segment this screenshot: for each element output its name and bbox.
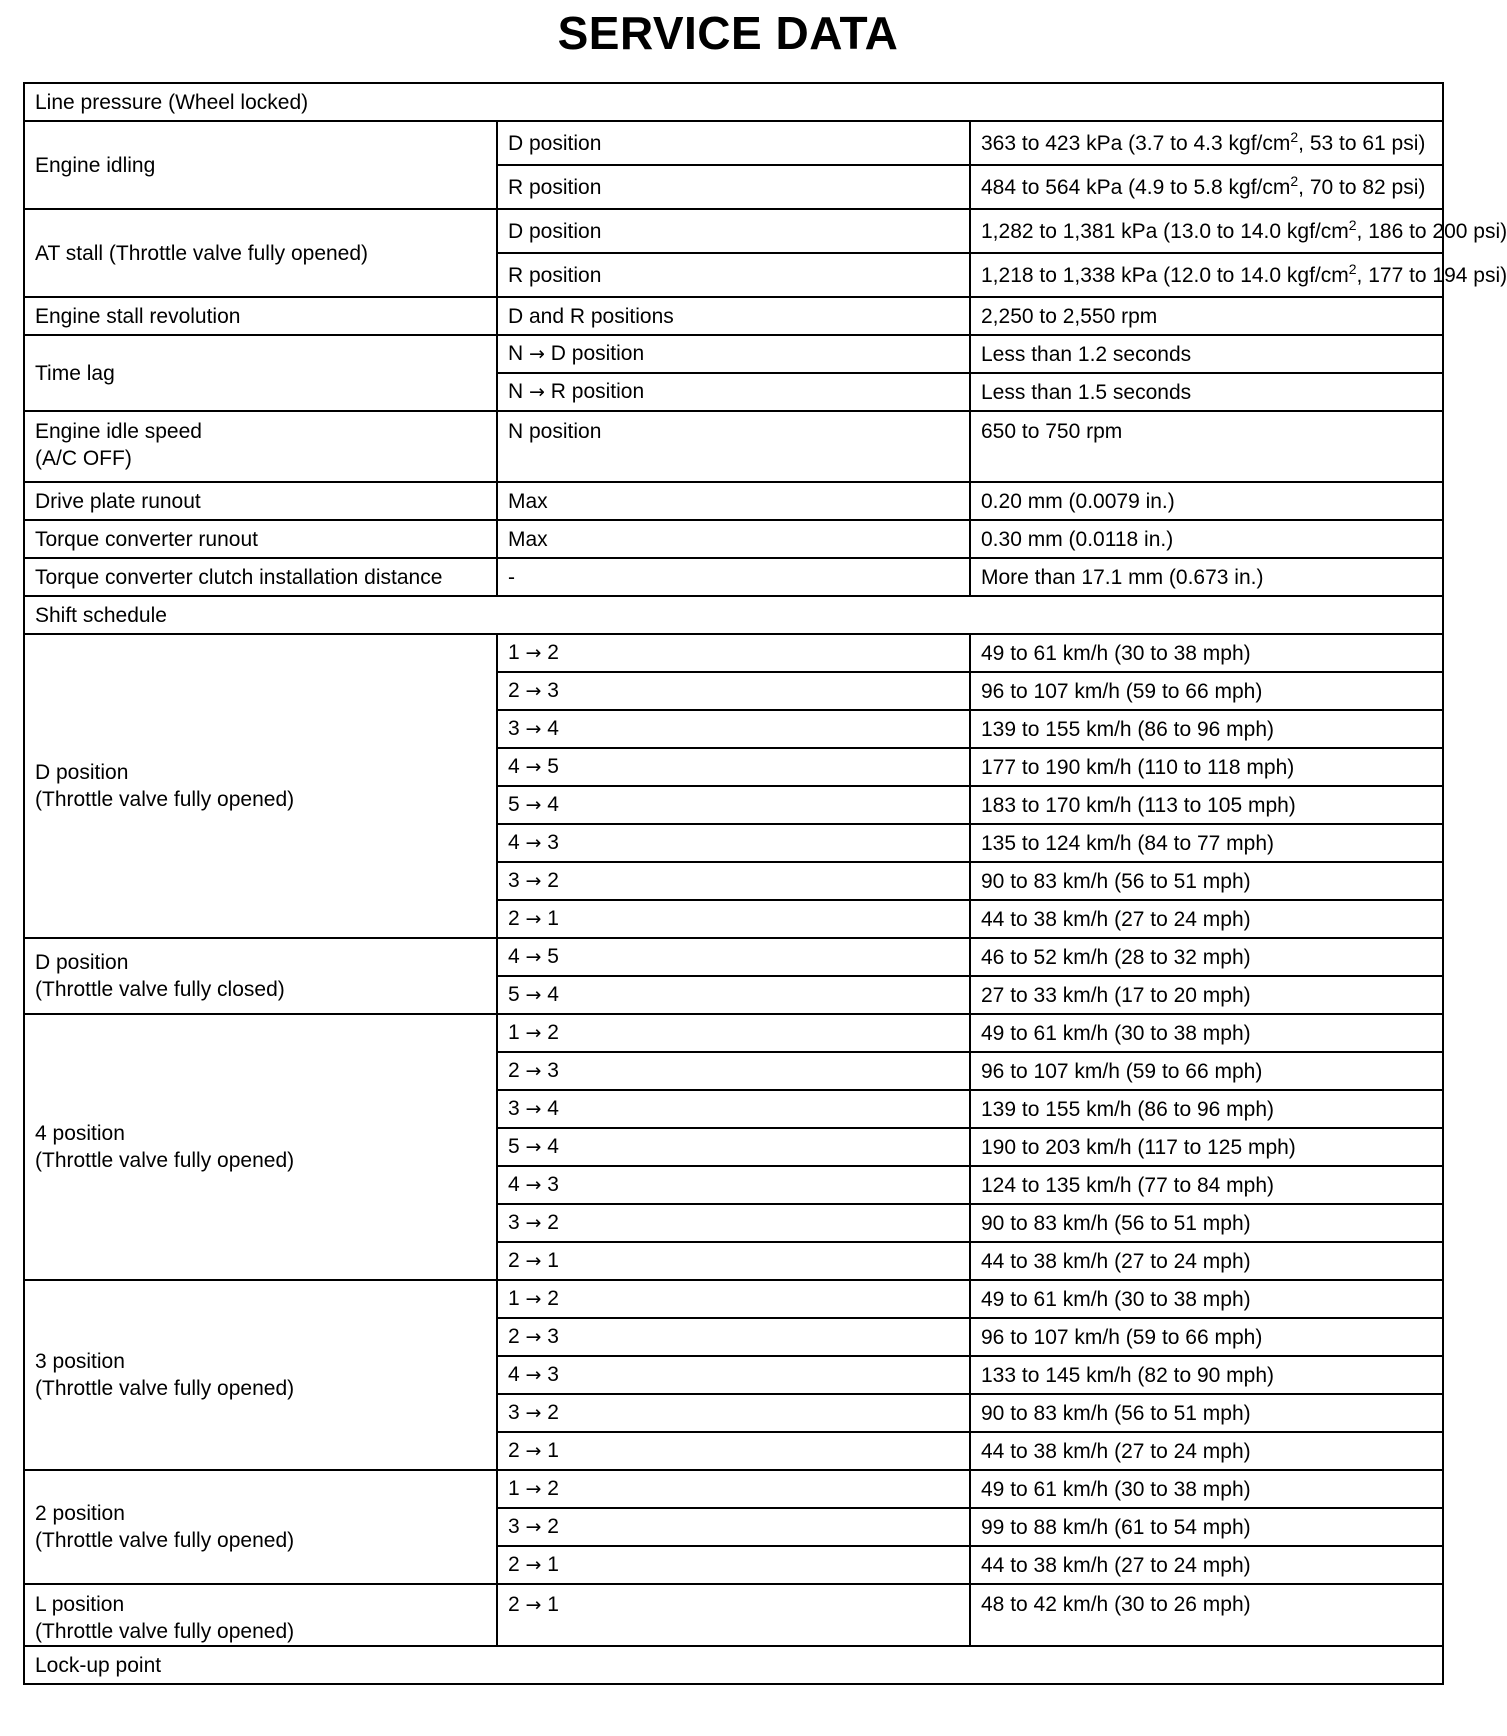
shift-speed-value: 49 to 61 km/h (30 to 38 mph)	[970, 1280, 1443, 1318]
value-cell: Less than 1.5 seconds	[970, 373, 1443, 411]
gear-shift-cell: 1 → 2	[497, 634, 970, 672]
table-row	[24, 1470, 1443, 1508]
gear-shift-cell: 4 → 3	[497, 824, 970, 862]
gear-shift-cell: 3 → 2	[497, 1508, 970, 1546]
arrow-right-icon: →	[525, 908, 542, 930]
table-row	[24, 411, 1443, 482]
gear-shift-cell: 1 → 2	[497, 1280, 970, 1318]
shift-speed-value: 135 to 124 km/h (84 to 77 mph)	[970, 824, 1443, 862]
value-cell: 2,250 to 2,550 rpm	[970, 297, 1443, 335]
arrow-right-icon: →	[525, 718, 542, 740]
arrow-right-icon: →	[525, 756, 542, 778]
arrow-right-icon: →	[525, 1326, 542, 1348]
value-cell: 650 to 750 rpm	[970, 411, 1443, 482]
arrow-right-icon: →	[529, 381, 545, 403]
row-label-engine-stall: Engine stall revolution	[24, 297, 497, 335]
section-header-lockup: Lock-up point	[24, 1646, 1443, 1684]
value-cell: 1,282 to 1,381 kPa (13.0 to 14.0 kgf/$cm^2$, 186 to 200 psi)	[970, 209, 1443, 253]
arrow-right-icon: →	[525, 870, 542, 892]
arrow-right-icon: →	[525, 1060, 542, 1082]
shift-speed-value: 46 to 52 km/h (28 to 32 mph)	[970, 938, 1443, 976]
row-label-idle-speed: Engine idle speed (A/C OFF)	[24, 411, 497, 482]
table-row	[24, 297, 1443, 335]
gear-shift-cell: 2 → 1	[497, 1546, 970, 1584]
condition-cell: D and R positions	[497, 297, 970, 335]
table-row	[24, 1584, 1443, 1646]
gear-shift-cell: 1 → 2	[497, 1014, 970, 1052]
shift-group-label: L position (Throttle valve fully opened)	[24, 1584, 497, 1646]
gear-shift-cell: 2 → 1	[497, 1432, 970, 1470]
value-cell: 484 to 564 kPa (4.9 to 5.8 kgf/$cm^2$, 70 to 82 psi)	[970, 165, 1443, 209]
gear-shift-cell: 3 → 2	[497, 1394, 970, 1432]
gear-shift-cell: 5 → 4	[497, 786, 970, 824]
condition-cell: -	[497, 558, 970, 596]
shift-speed-value: 49 to 61 km/h (30 to 38 mph)	[970, 634, 1443, 672]
shift-speed-value: 96 to 107 km/h (59 to 66 mph)	[970, 1318, 1443, 1356]
gear-shift-cell: 3 → 4	[497, 1090, 970, 1128]
gear-shift-cell: 2 → 1	[497, 900, 970, 938]
shift-speed-value: 139 to 155 km/h (86 to 96 mph)	[970, 710, 1443, 748]
arrow-right-icon: →	[525, 1440, 542, 1462]
arrow-right-icon: →	[525, 1174, 542, 1196]
shift-speed-value: 90 to 83 km/h (56 to 51 mph)	[970, 1204, 1443, 1242]
gear-shift-cell: 4 → 3	[497, 1166, 970, 1204]
value-cell: 0.20 mm (0.0079 in.)	[970, 482, 1443, 520]
arrow-right-icon: →	[525, 946, 542, 968]
row-label-time-lag: Time lag	[24, 335, 497, 411]
shift-speed-value: 133 to 145 km/h (82 to 90 mph)	[970, 1356, 1443, 1394]
row-label-tc-clutch: Torque converter clutch installation distance	[24, 558, 497, 596]
value-cell: More than 17.1 mm (0.673 in.)	[970, 558, 1443, 596]
arrow-right-icon: →	[525, 1594, 542, 1616]
gear-shift-cell: 5 → 4	[497, 976, 970, 1014]
shift-speed-value: 44 to 38 km/h (27 to 24 mph)	[970, 1546, 1443, 1584]
row-label-drive-plate: Drive plate runout	[24, 482, 497, 520]
table-row	[24, 482, 1443, 520]
table-row	[24, 558, 1443, 596]
shift-speed-value: 49 to 61 km/h (30 to 38 mph)	[970, 1470, 1443, 1508]
shift-group-label: D position (Throttle valve fully closed)	[24, 938, 497, 1014]
arrow-right-icon: →	[525, 1136, 542, 1158]
shift-speed-value: 183 to 170 km/h (113 to 105 mph)	[970, 786, 1443, 824]
shift-speed-value: 90 to 83 km/h (56 to 51 mph)	[970, 862, 1443, 900]
gear-shift-cell: 3 → 2	[497, 1204, 970, 1242]
arrow-right-icon: →	[525, 832, 542, 854]
shift-speed-value: 177 to 190 km/h (110 to 118 mph)	[970, 748, 1443, 786]
value-cell: Less than 1.2 seconds	[970, 335, 1443, 373]
condition-cell: D position	[497, 209, 970, 253]
shift-speed-value: 48 to 42 km/h (30 to 26 mph)	[970, 1584, 1443, 1646]
gear-shift-cell: 4 → 5	[497, 938, 970, 976]
row-label-at-stall: AT stall (Throttle valve fully opened)	[24, 209, 497, 297]
table-row	[24, 596, 1443, 634]
table-row	[24, 83, 1443, 121]
table-row	[24, 121, 1443, 165]
shift-group-label: 4 position (Throttle valve fully opened)	[24, 1014, 497, 1280]
arrow-right-icon: →	[525, 1022, 542, 1044]
gear-shift-cell: 2 → 1	[497, 1242, 970, 1280]
table-row	[24, 634, 1443, 672]
condition-cell: Max	[497, 482, 970, 520]
gear-shift-cell: 3 → 4	[497, 710, 970, 748]
table-row	[24, 520, 1443, 558]
arrow-right-icon: →	[525, 1478, 542, 1500]
arrow-right-icon: →	[525, 794, 542, 816]
gear-shift-cell: 2 → 3	[497, 1052, 970, 1090]
arrow-right-icon: →	[525, 1516, 542, 1538]
gear-shift-cell: 4 → 3	[497, 1356, 970, 1394]
table-row	[24, 1014, 1443, 1052]
condition-cell: Max	[497, 520, 970, 558]
shift-speed-value: 96 to 107 km/h (59 to 66 mph)	[970, 672, 1443, 710]
condition-cell: D position	[497, 121, 970, 165]
row-label-engine-idling: Engine idling	[24, 121, 497, 209]
arrow-right-icon: →	[525, 1098, 542, 1120]
condition-cell: N position	[497, 411, 970, 482]
shift-speed-value: 139 to 155 km/h (86 to 96 mph)	[970, 1090, 1443, 1128]
condition-cell: N → D position	[497, 335, 970, 373]
shift-speed-value: 49 to 61 km/h (30 to 38 mph)	[970, 1014, 1443, 1052]
shift-speed-value: 99 to 88 km/h (61 to 54 mph)	[970, 1508, 1443, 1546]
shift-speed-value: 90 to 83 km/h (56 to 51 mph)	[970, 1394, 1443, 1432]
shift-group-label: 3 position (Throttle valve fully opened)	[24, 1280, 497, 1470]
arrow-right-icon: →	[525, 984, 542, 1006]
condition-cell: N → R position	[497, 373, 970, 411]
shift-group-label: D position (Throttle valve fully opened)	[24, 634, 497, 938]
value-cell: 1,218 to 1,338 kPa (12.0 to 14.0 kgf/$cm^2$, 177 to 194 psi)	[970, 253, 1443, 297]
table-row	[24, 1280, 1443, 1318]
service-data-table	[23, 82, 1507, 1685]
arrow-right-icon: →	[525, 1364, 542, 1386]
gear-shift-cell: 2 → 3	[497, 1318, 970, 1356]
row-label-tc-runout: Torque converter runout	[24, 520, 497, 558]
arrow-right-icon: →	[525, 1250, 542, 1272]
arrow-right-icon: →	[525, 1402, 542, 1424]
table-row	[24, 1646, 1443, 1684]
shift-group-label: 2 position (Throttle valve fully opened)	[24, 1470, 497, 1584]
arrow-right-icon: →	[525, 1554, 542, 1576]
arrow-right-icon: →	[525, 680, 542, 702]
section-header-line-pressure: Line pressure (Wheel locked)	[24, 83, 1443, 121]
gear-shift-cell: 2 → 3	[497, 672, 970, 710]
gear-shift-cell: 1 → 2	[497, 1470, 970, 1508]
shift-speed-value: 27 to 33 km/h (17 to 20 mph)	[970, 976, 1443, 1014]
gear-shift-cell: 3 → 2	[497, 862, 970, 900]
value-cell: 0.30 mm (0.0118 in.)	[970, 520, 1443, 558]
shift-speed-value: 44 to 38 km/h (27 to 24 mph)	[970, 1432, 1443, 1470]
shift-speed-value: 190 to 203 km/h (117 to 125 mph)	[970, 1128, 1443, 1166]
shift-speed-value: 124 to 135 km/h (77 to 84 mph)	[970, 1166, 1443, 1204]
condition-cell: R position	[497, 165, 970, 209]
gear-shift-cell: 2 → 1	[497, 1584, 970, 1646]
table-row	[24, 938, 1443, 976]
condition-cell: R position	[497, 253, 970, 297]
arrow-right-icon: →	[525, 642, 542, 664]
shift-speed-value: 44 to 38 km/h (27 to 24 mph)	[970, 1242, 1443, 1280]
section-header-shift-schedule: Shift schedule	[24, 596, 1443, 634]
arrow-right-icon: →	[525, 1212, 542, 1234]
table-row	[24, 335, 1443, 373]
shift-speed-value: 44 to 38 km/h (27 to 24 mph)	[970, 900, 1443, 938]
gear-shift-cell: 5 → 4	[497, 1128, 970, 1166]
arrow-right-icon: →	[525, 1288, 542, 1310]
table-row	[24, 209, 1443, 253]
arrow-right-icon: →	[529, 343, 545, 365]
value-cell: 363 to 423 kPa (3.7 to 4.3 kgf/$cm^2$, 53 to 61 psi)	[970, 121, 1443, 165]
shift-speed-value: 96 to 107 km/h (59 to 66 mph)	[970, 1052, 1443, 1090]
page-title: SERVICE DATA	[557, 7, 899, 59]
gear-shift-cell: 4 → 5	[497, 748, 970, 786]
